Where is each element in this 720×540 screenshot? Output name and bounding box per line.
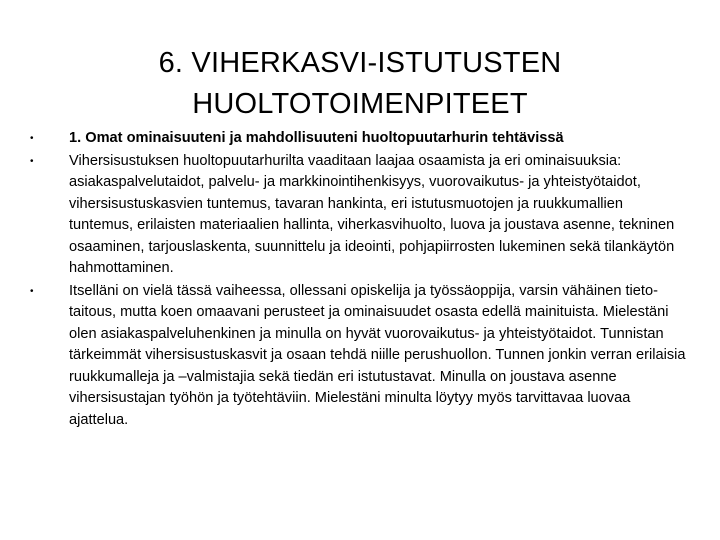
bullet-text-self-assessment: Itselläni on vielä tässä vaiheessa, ollessani opiskelija ja työssäoppija, varsin vähäinen tieto-taitous, mutta koen omaavani perusteet ja ominaisuudet osasta edellä mainituista. Mielestäni olen asiakaspalveluhenkinen ja minulla on hyvät vuorovaikutus- ja yhteistyötaidot. Tunnistan tärkeimmät vihersisustuskasvit ja osaan tehdä niille perushuollon. Tunnen jonkin verran erilaisia ruukkumalleja ja –valmistajia sekä tiedän eri istutustavat. Minulla on joustava asenne vihersisustajan työhön ja työtehtäviin. Mielestäni minulta löytyy myös tarvittavaa luovaa ajattelua. [69,282,686,428]
bullet-marker: • [30,285,34,297]
bullet-text-requirements: Vihersisustuksen huoltopuutarhurilta vaaditaan laajaa osaamista ja eri ominaisuuksia: asiakaspalvelutaidot, palvelu- ja markkinointihenkisyys, vuorovaikutus- ja yhteistyötaidot, vihersisustuskasvien tuntemus, tavaran hankinta, eri istutusmuotojen ja ruukkumallien tuntemus, erilaisten materiaalien hallinta, viherkasvihuolto, luova ja joustava asenne, tekninen osaaminen, tarjouslaskenta, suunnittelu ja ideointi, pohjapiirrosten lukeminen sekä tilankäytön hahmottaminen. [69,152,675,276]
slide-title-line-2: HUOLTOTOIMENPITEET [192,88,528,121]
bullet-marker: • [30,155,34,167]
bullet-item-self-assessment [30,281,690,432]
slide-title-line-1: 6. VIHERKASVI-ISTUTUSTEN [158,47,562,80]
bullet-item-requirements [30,151,690,280]
bullet-text-heading: 1. Omat ominaisuuteni ja mahdollisuuteni huoltopuutarhurin tehtävissä [69,130,564,146]
slide-title [40,43,680,125]
bullet-marker: • [30,133,34,144]
bullet-list [30,128,690,431]
bullet-item-heading [30,128,690,150]
